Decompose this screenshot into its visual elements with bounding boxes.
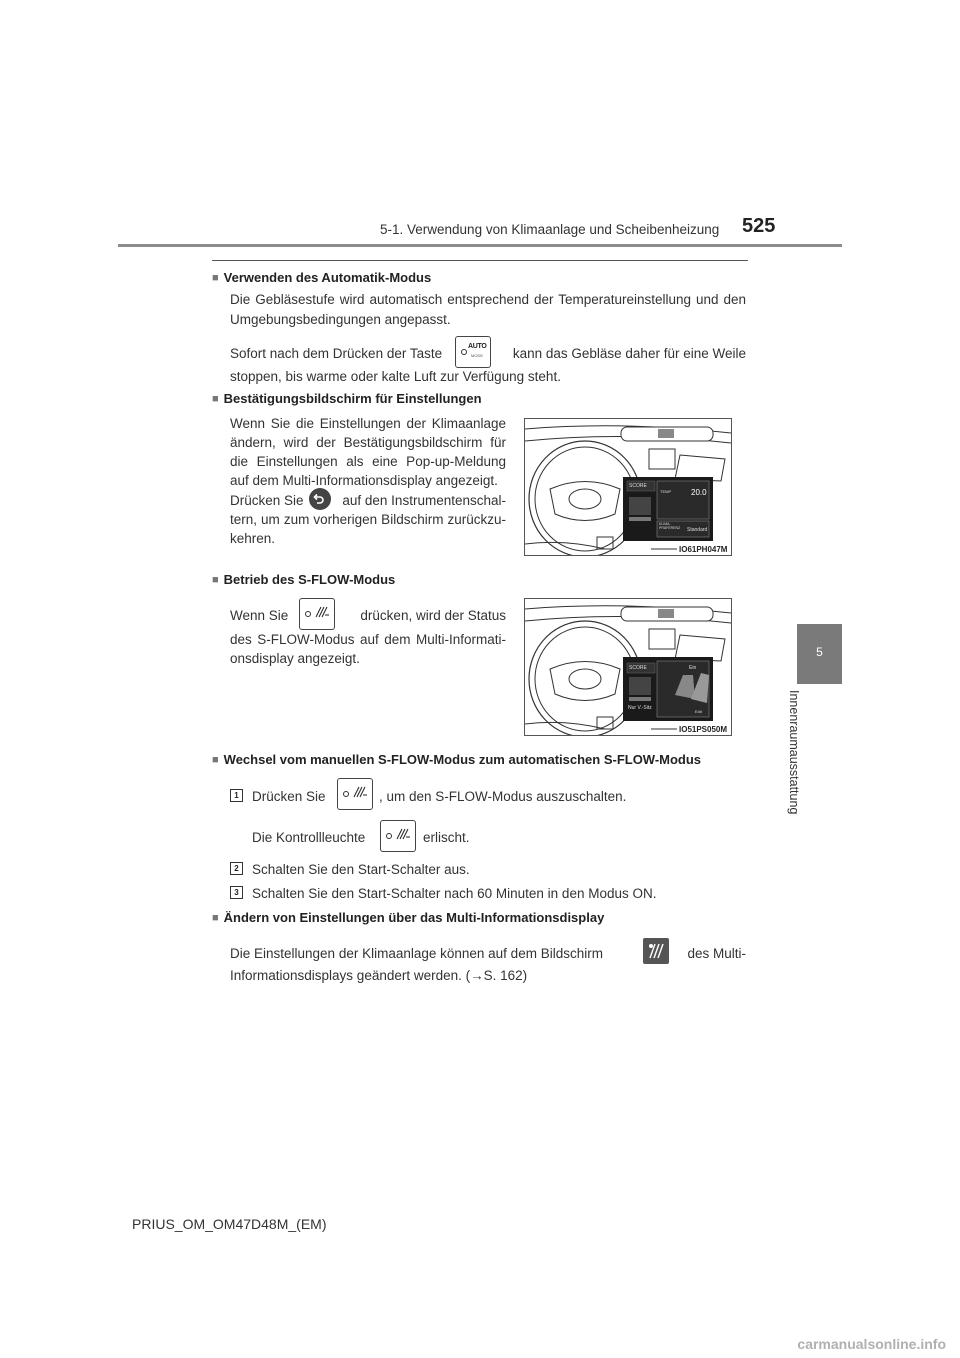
figure-sflow-screen (524, 598, 732, 736)
fig2-score: SCORE (629, 665, 647, 671)
step-2-number: 2 (230, 862, 243, 875)
confirm-text-2b: auf den Instrumentenschal- (342, 493, 506, 508)
figure-code-1: IO61PH047M (679, 545, 728, 554)
heading-switch: ■ Wechsel vom manuellen S-FLOW-Modus zum automatischen S-FLOW-Modus (212, 752, 701, 767)
confirm-text-1: Wenn Sie die Einstellungen der Klimaanlage ändern, wird der Bestätigungsbildschirm für die Einstellungen als eine Pop-up-Meldung auf dem Multi-Informationsdisplay angezeigt. (230, 416, 506, 488)
sflow-text-1a: Wenn Sie (230, 608, 289, 623)
fig1-score: SCORE (629, 483, 647, 489)
header-rule (118, 244, 842, 247)
dashboard-illustration (525, 419, 731, 555)
chapter-label (783, 690, 805, 820)
sflow-button-icon (299, 598, 335, 630)
footer-code: PRIUS_OM_OM47D48M_(EM) (132, 1216, 327, 1232)
sflow-button-icon-step1 (337, 778, 373, 810)
chapter-label-text: Innenraumausstattung (787, 690, 801, 815)
sflow-text-2: des S-FLOW-Modus auf dem Multi-Informati-onsdisplay angezeigt. (230, 632, 506, 666)
step-1-text-b: , um den S-FLOW-Modus auszuschalten. (379, 789, 627, 804)
fig2-edit: Edit (695, 709, 702, 714)
figure-code-2: IO51PS050M (679, 725, 728, 734)
step-1-number: 1 (230, 789, 243, 802)
fig1-pref-value: Standard (687, 527, 708, 533)
indicator-text-b: erlischt. (423, 830, 470, 845)
step-3-number: 3 (230, 886, 243, 899)
auto-button-label: AUTO (468, 343, 487, 350)
figure-confirm-screen (524, 418, 732, 556)
heading-auto: ■ Verwenden des Automatik-Modus (212, 270, 431, 285)
change-text-1b: des Multi- (687, 946, 746, 961)
auto-text-2b: kann das Gebläse daher für eine Weile (512, 346, 746, 361)
change-text-2: Informationsdisplays geändert werden. (→S. 162) (230, 968, 528, 983)
confirm-text-2a: Drücken Sie (230, 493, 304, 508)
content-rule (212, 260, 748, 261)
heading-sflow: ■ Betrieb des S-FLOW-Modus (212, 572, 395, 587)
step-1-text-a: Drücken Sie (252, 789, 326, 804)
dashboard-illustration-2 (525, 599, 731, 735)
indicator-text-a: Die Kontrollleuchte (252, 830, 366, 845)
chapter-tab[interactable]: 5 (797, 624, 842, 684)
change-text-1a: Die Einstellungen der Klimaanlage können auf dem Bildschirm (230, 946, 603, 961)
page-number: 525 (742, 215, 776, 237)
auto-button-icon: AUTO MODE (455, 336, 491, 368)
fig1-temp-label: TEMP (660, 489, 672, 494)
step-2-text: Schalten Sie den Start-Schalter aus. (252, 862, 470, 877)
watermark[interactable]: carmanualsonline.info (797, 1336, 946, 1352)
heading-change: ■ Ändern von Einstellungen über das Multi-Informationsdisplay (212, 910, 604, 925)
sflow-text-1b: drücken, wird der Status (360, 608, 506, 623)
fig2-status: Ein (689, 665, 697, 671)
climate-screen-icon (643, 938, 669, 964)
auto-text-2a: Sofort nach dem Drücken der Taste (230, 346, 443, 361)
sflow-indicator-icon (380, 820, 416, 852)
section-header: 5-1. Verwendung von Klimaanlage und Scheibenheizung (380, 222, 720, 237)
fig2-mode: Nur V.-Sitz (628, 705, 652, 711)
auto-text-1: Die Gebläsestufe wird automatisch entsprechend der Temperatureinstellung und den Umgebungsbedingungen angepasst. (230, 292, 746, 327)
fig1-temp-value: 20.0 (691, 488, 707, 497)
back-button-icon (309, 488, 331, 510)
step-3-text: Schalten Sie den Start-Schalter nach 60 Minuten in den Modus ON. (252, 886, 657, 901)
fig1-pref-label: KLIMA-PRÄFERENZ (659, 522, 681, 530)
confirm-text-3: tern, um zum vorherigen Bildschirm zurückzu-kehren. (230, 512, 506, 546)
heading-confirm: ■ Bestätigungsbildschirm für Einstellungen (212, 391, 482, 406)
auto-text-3: stoppen, bis warme oder kalte Luft zur Verfügung steht. (230, 369, 561, 384)
